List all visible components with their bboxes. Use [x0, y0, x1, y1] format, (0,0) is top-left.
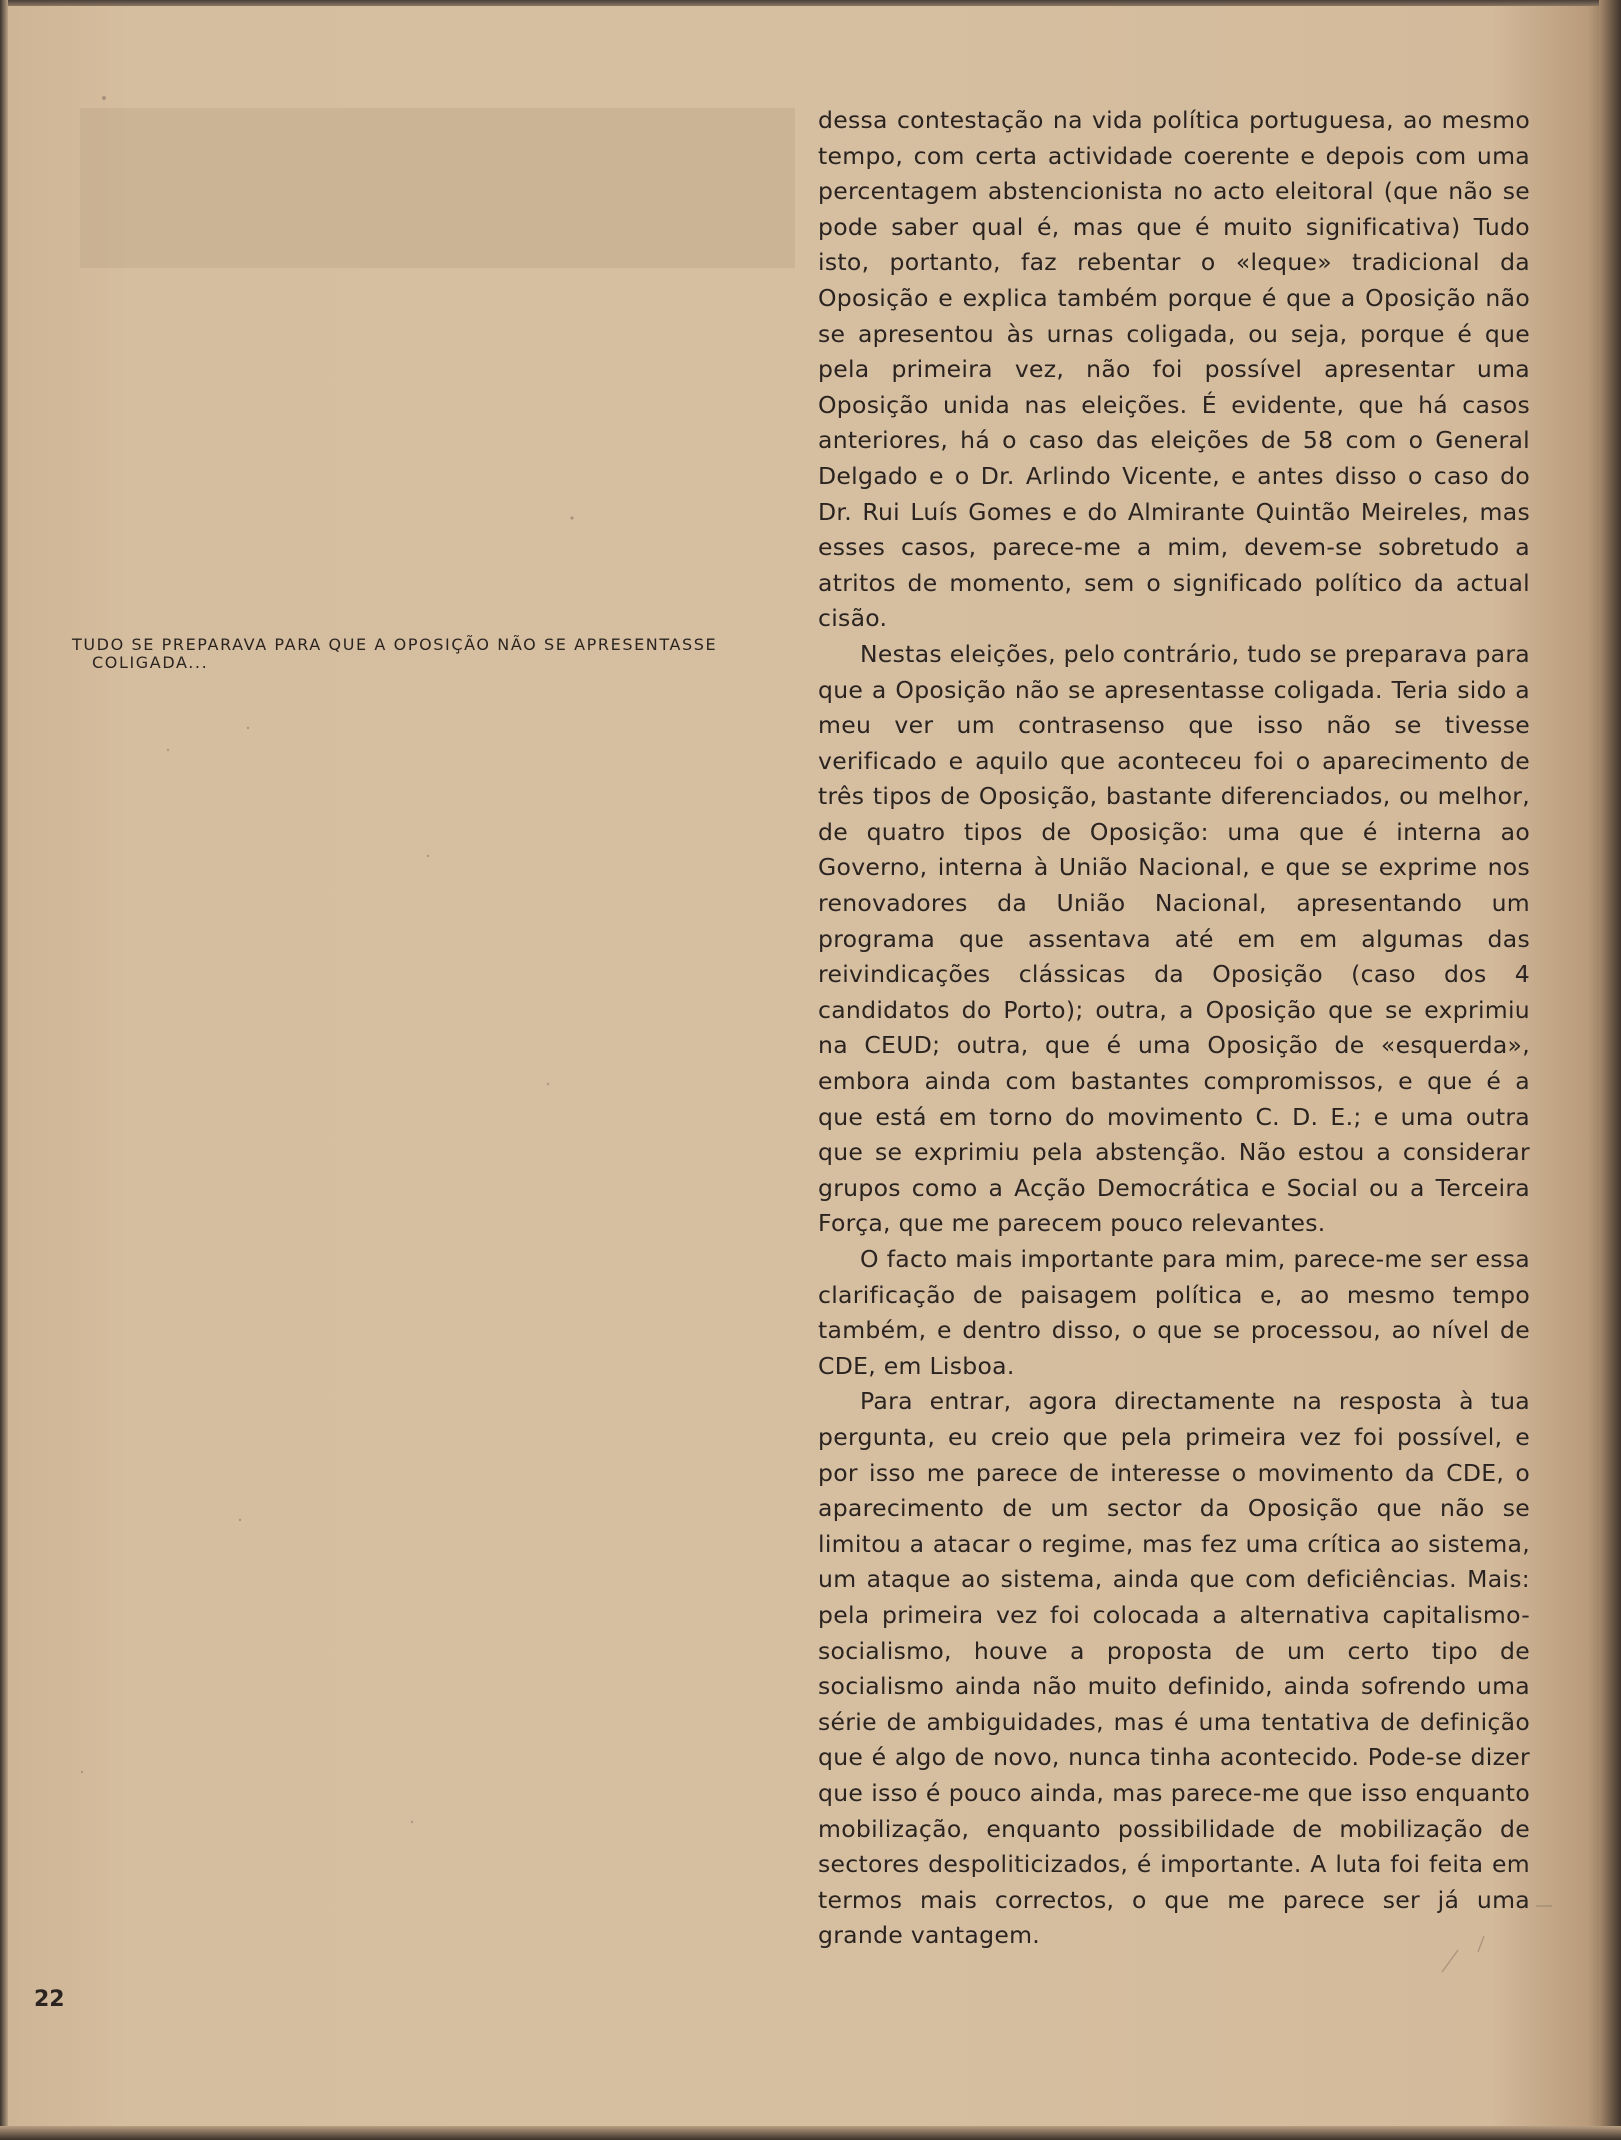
article-paragraph: Nestas eleições, pelo contrário, tudo se preparava para que a Oposição não se apresentasse coligada. Teria sido a meu ver um contrasenso que isso não se tivesse verificado e aquilo que aconteceu foi o aparecimento de três tipos de Oposição, bastante diferenciados, ou melhor, de quatro tipos de Oposição: uma que é interna ao Governo, interna à União Nacional, e que se exprime nos renovadores da União Nacional, apresentando um programa que assentava até em em algumas das reivindicações clássicas da Oposição (caso dos 4 candidatos do Porto); outra, a Oposição que se exprimiu na CEUD; outra, que é uma Oposição de «esquerda», embora ainda com bastantes compromissos, e que é a que está em torno do movimento C. D. E.; e uma outra que se exprimiu pela abstenção. Não estou a considerar grupos como a Acção Democrática e Social ou a Terceira Força, que me parecem pouco relevantes.	[818, 639, 1530, 1238]
article-paragraph: dessa contestação na vida política portuguesa, ao mesmo tempo, com certa actividade coerente e depois com uma percentagem abstencionista no acto eleitoral (que não se pode saber qual é, mas que é muito significativa) Tudo isto, portanto, faz rebentar o «leque» tradicional da Oposição e explica também porque é que a Oposição não se apresentou às urnas coligada, ou seja, porque é que pela primeira vez, não foi possível apresentar uma Oposição unida nas eleições. É evidente, que há casos anteriores, há o caso das eleições de 58 com o General Delgado e o Dr. Arlindo Vicente, e antes disso o caso do Dr. Rui Luís Gomes e do Almirante Quintão Meireles, mas esses casos, parece-me a mim, devem-se sobretudo a atritos de momento, sem o significado político da actual cisão.	[818, 106, 1530, 633]
page-number: 22	[34, 1987, 65, 2012]
article-text-column	[818, 103, 1530, 1954]
caption-line-2: COLIGADA...	[92, 653, 209, 672]
article-paragraph: Para entrar, agora directamente na resposta à tua pergunta, eu creio que pela primeira vez foi possível, e por isso me parece de interesse o movimento da CDE, o aparecimento de um sector da Oposição que não se limitou a atacar o regime, mas fez uma crítica ao sistema, um ataque ao sistema, ainda que com deficiências. Mais: pela primeira vez foi colocada a alternativa capitalismo-socialismo, houve a proposta de um certo tipo de socialismo ainda não muito definido, ainda sofrendo uma série de ambiguidades, mas é uma tentativa de definição que é algo de novo, nunca tinha acontecido. Pode-se dizer que isso é pouco ainda, mas parece-me que isso enquanto mobilização, enquanto possibilidade de mobilização de sectores despoliticizados, é importante. A luta foi feita em termos mais correctos, o que me parece ser já uma grande vantagem.	[818, 1387, 1530, 1950]
photo-caption	[72, 636, 792, 672]
article-paragraph: O facto mais importante para mim, parece-me ser essa clarificação de paisagem política e, ao mesmo tempo também, e dentro disso, o que se processou, ao nível de CDE, em Lisboa.	[818, 1245, 1530, 1380]
caption-line-1: TUDO SE PREPARAVA PARA QUE A OPOSIÇÃO NÃO SE APRESENTASSE	[72, 635, 718, 654]
